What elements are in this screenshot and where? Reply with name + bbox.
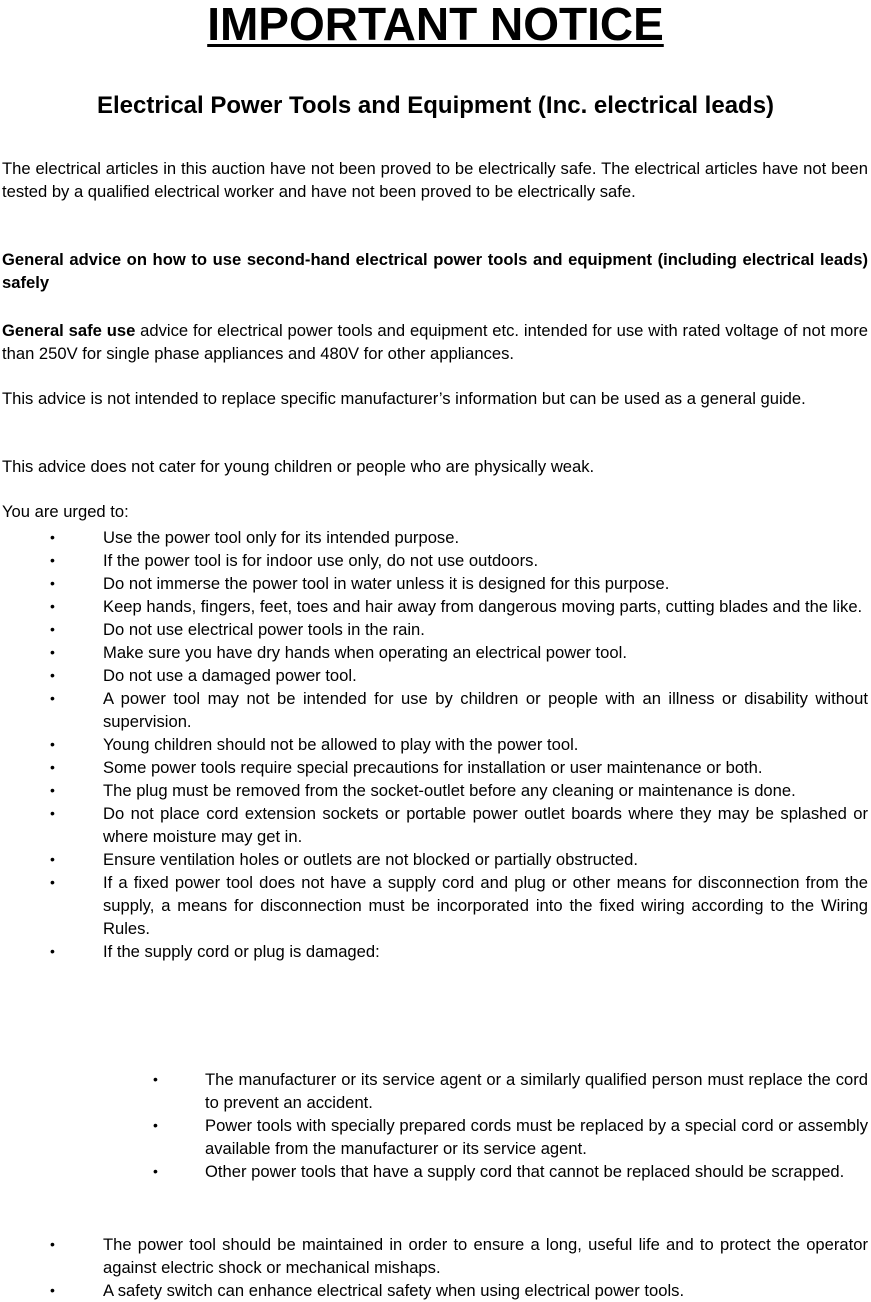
bullet-icon: • — [50, 1282, 55, 1298]
bullet-icon: • — [50, 598, 55, 614]
page-title: IMPORTANT NOTICE — [207, 0, 664, 50]
sub-list-item: • Power tools with specially prepared cords must be replaced by a special cord or assembly available from the manufacturer or its service agent. — [153, 1116, 868, 1158]
general-advice-heading: General advice on how to use second-hand electrical power tools and equipment (including electrical leads) safely — [2, 250, 868, 292]
bullet-icon: • — [50, 575, 55, 591]
safe-use-label: General safe use — [2, 321, 136, 340]
bullet-icon: • — [50, 690, 55, 706]
list-item: • Do not immerse the power tool in water unless it is designed for this purpose. — [50, 574, 670, 593]
sub-list-item: • Other power tools that have a supply cord that cannot be replaced should be scrapped. — [153, 1162, 845, 1181]
bullet-icon: • — [153, 1163, 158, 1179]
bullet-icon: • — [50, 644, 55, 660]
list-item: • A power tool may not be intended for use by children or people with an illness or disability without supervision. — [50, 689, 868, 731]
bullet-icon: • — [50, 1236, 55, 1252]
list-item: • Ensure ventilation holes or outlets are not blocked or partially obstructed. — [50, 850, 638, 869]
list-item: • If the power tool is for indoor use only, do not use outdoors. — [50, 551, 539, 570]
bullet-icon: • — [50, 805, 55, 821]
list-item: • If a fixed power tool does not have a supply cord and plug or other means for disconnection from the supply, a means for disconnection must be incorporated into the fixed wiring according to the Wiring Rules. — [50, 873, 868, 938]
bullet-icon: • — [153, 1071, 158, 1087]
safe-use-text: advice for electrical power tools and equipment etc. intended for use with rated voltage of not more than 250V for single phase appliances and 480V for other appliances. — [2, 321, 868, 363]
bullet-icon: • — [50, 782, 55, 798]
bullet-icon: • — [50, 759, 55, 775]
safe-use-paragraph — [2, 319, 868, 365]
sub-list-item: • The manufacturer or its service agent or a similarly qualified person must replace the cord to prevent an accident. — [153, 1070, 868, 1112]
list-item: • Use the power tool only for its intended purpose. — [50, 528, 460, 547]
bullet-icon: • — [50, 552, 55, 568]
list-item: • The plug must be removed from the socket-outlet before any cleaning or maintenance is done. — [50, 781, 796, 800]
list-item: • Make sure you have dry hands when operating an electrical power tool. — [50, 643, 627, 662]
not-cater-paragraph: This advice does not cater for young children or people who are physically weak. — [2, 457, 595, 476]
urged-label: You are urged to: — [2, 502, 129, 521]
bullet-icon: • — [50, 851, 55, 867]
not-intended-paragraph: This advice is not intended to replace specific manufacturer’s information but can be used as a general guide. — [2, 389, 806, 408]
advice-list — [0, 526, 868, 963]
bullet-icon: • — [50, 874, 55, 890]
bullet-icon: • — [153, 1117, 158, 1133]
list-item: • Keep hands, fingers, feet, toes and hair away from dangerous moving parts, cutting blades and the like. — [50, 597, 863, 616]
list-item: • Do not use electrical power tools in the rain. — [50, 620, 425, 639]
list-item: • Some power tools require special precautions for installation or user maintenance or both. — [50, 758, 763, 777]
list-item: • The power tool should be maintained in order to ensure a long, useful life and to protect the operator against electric shock or mechanical mishaps. — [50, 1235, 868, 1277]
list-item: • If the supply cord or plug is damaged: — [50, 942, 380, 961]
list-item: • Young children should not be allowed to play with the power tool. — [50, 735, 579, 754]
bullet-icon: • — [50, 529, 55, 545]
list-item: • A safety switch can enhance electrical safety when using electrical power tools. — [50, 1281, 685, 1300]
bullet-icon: • — [50, 943, 55, 959]
damaged-cord-sublist — [0, 1068, 868, 1183]
intro-paragraph: The electrical articles in this auction have not been proved to be electrically safe. The electrical articles have not been tested by a qualified electrical worker and have not been proved to be electrically safe. — [2, 159, 868, 201]
page-subtitle: Electrical Power Tools and Equipment (Inc. electrical leads) — [96, 92, 775, 119]
list-item: • Do not use a damaged power tool. — [50, 666, 357, 685]
final-advice-list — [0, 1233, 868, 1302]
list-item: • Do not place cord extension sockets or portable power outlet boards where they may be splashed or where moisture may get in. — [50, 804, 868, 846]
bullet-icon: • — [50, 621, 55, 637]
bullet-icon: • — [50, 736, 55, 752]
bullet-icon: • — [50, 667, 55, 683]
